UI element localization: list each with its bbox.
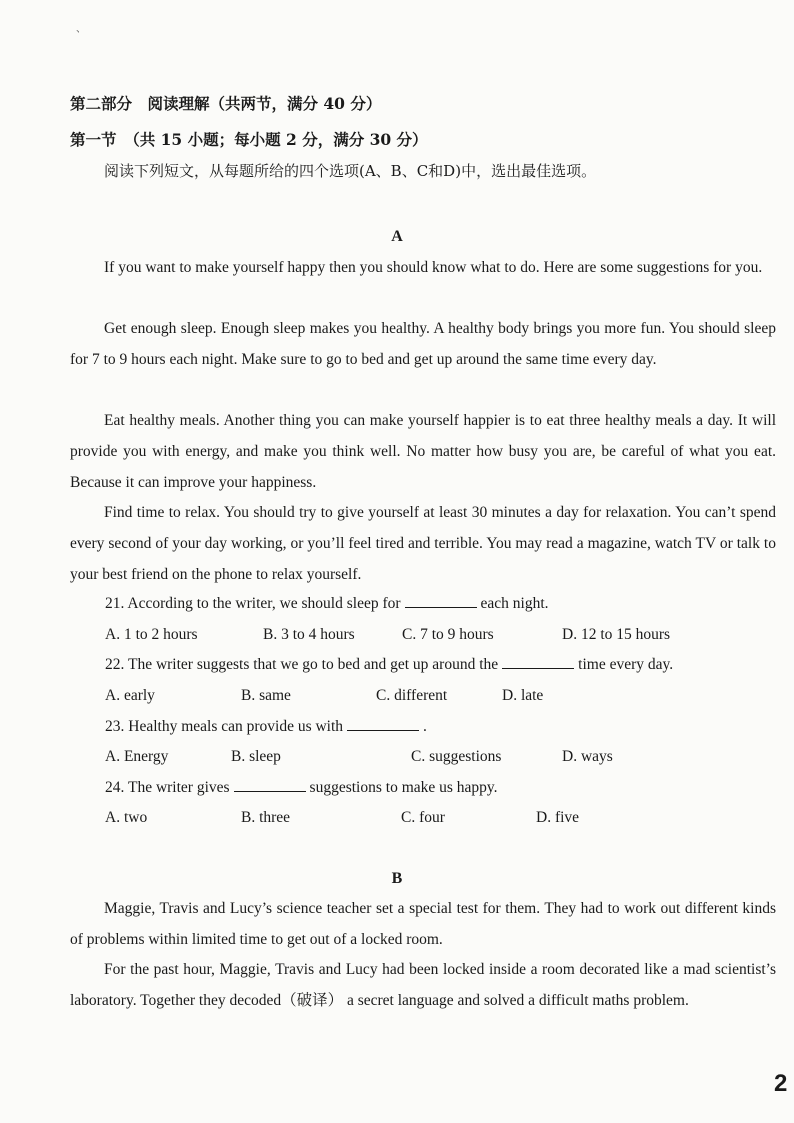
passage-b-label: B [391,870,403,887]
answer-blank [502,656,574,669]
q23-option-b[interactable]: B. sleep [231,748,281,765]
passage-a-paragraph-4: Find time to relax. You should try to give yourself at least 30 minutes a day for relaxation. You can’t spend every second of your day working, or you’ll feel tired and terrible. You may read a magazine, watch TV or talk to your best friend on the phone to relax yourself. [70,504,776,583]
q21-option-b[interactable]: B. 3 to 4 hours [263,626,355,643]
question-24 [105,779,498,797]
section-heading: 第一节 （共 15 小题；每小题 2 分，满分 30 分） [70,130,428,149]
part-heading: 第二部分 阅读理解（共两节，满分 40 分） [70,94,382,113]
q21-option-c[interactable]: C. 7 to 9 hours [402,626,494,643]
answer-blank [405,595,477,608]
q23-option-c[interactable]: C. suggestions [411,748,502,765]
passage-b-paragraph-1: Maggie, Travis and Lucy’s science teacher set a special test for them. They had to work out different kinds of problems within limited time to get out of a locked room. [70,900,776,948]
q21-option-d[interactable]: D. 12 to 15 hours [562,626,671,643]
q23-option-d[interactable]: D. ways [562,748,613,765]
passage-b-paragraph-2: For the past hour, Maggie, Travis and Lucy had been locked inside a room decorated like a mad scientist’s laboratory. Together they decoded（破译） a secret language and solved a difficult maths problem. [70,961,776,1009]
page-number: 2 [774,1070,788,1097]
question-22-stem: 22. The writer suggests that we go to bed and get up around the [105,656,499,673]
question-22-tail: time every day. [578,656,674,673]
q24-option-d[interactable]: D. five [536,809,580,826]
question-21 [105,595,549,613]
question-24-tail: suggestions to make us happy. [309,779,498,796]
q22-option-b[interactable]: B. same [241,687,291,704]
question-23-tail: . [423,718,427,735]
question-21-options [105,626,765,648]
passage-a-label: A [391,228,403,245]
q24-option-b[interactable]: B. three [241,809,291,826]
question-21-stem: 21. According to the writer, we should sleep for [105,595,401,612]
q22-option-d[interactable]: D. late [502,687,544,704]
question-21-tail: each night. [480,595,549,612]
answer-blank [347,718,419,731]
scan-mark: 、 [76,24,86,35]
instruction: 阅读下列短文，从每题所给的四个选项(A、B、C和D)中，选出最佳选项。 [104,162,597,180]
question-24-stem: 24. The writer gives [105,779,230,796]
passage-a-paragraph-3: Eat healthy meals. Another thing you can make yourself happier is to eat three healthy meals a day. It will provide you with energy, and make you think well. No matter how busy you are, be careful of what you eat. Because it can improve your happiness. [70,412,776,491]
question-22-options [105,687,765,709]
question-24-options [105,809,765,831]
q21-option-a[interactable]: A. 1 to 2 hours [105,626,198,643]
passage-a-paragraph-1: If you want to make yourself happy then you should know what to do. Here are some suggestions for you. [104,259,763,276]
q22-option-a[interactable]: A. early [105,687,155,704]
q24-option-c[interactable]: C. four [401,809,445,826]
question-23 [105,718,427,736]
q24-option-a[interactable]: A. two [105,809,148,826]
question-22 [105,656,673,674]
question-23-stem: 23. Healthy meals can provide us with [105,718,344,735]
question-23-options [105,748,765,770]
q22-option-c[interactable]: C. different [376,687,448,704]
answer-blank [234,779,306,792]
q23-option-a[interactable]: A. Energy [105,748,169,765]
passage-a-paragraph-2: Get enough sleep. Enough sleep makes you healthy. A healthy body brings you more fun. You should sleep for 7 to 9 hours each night. Make sure to go to bed and get up around the same time every day. [70,320,776,368]
